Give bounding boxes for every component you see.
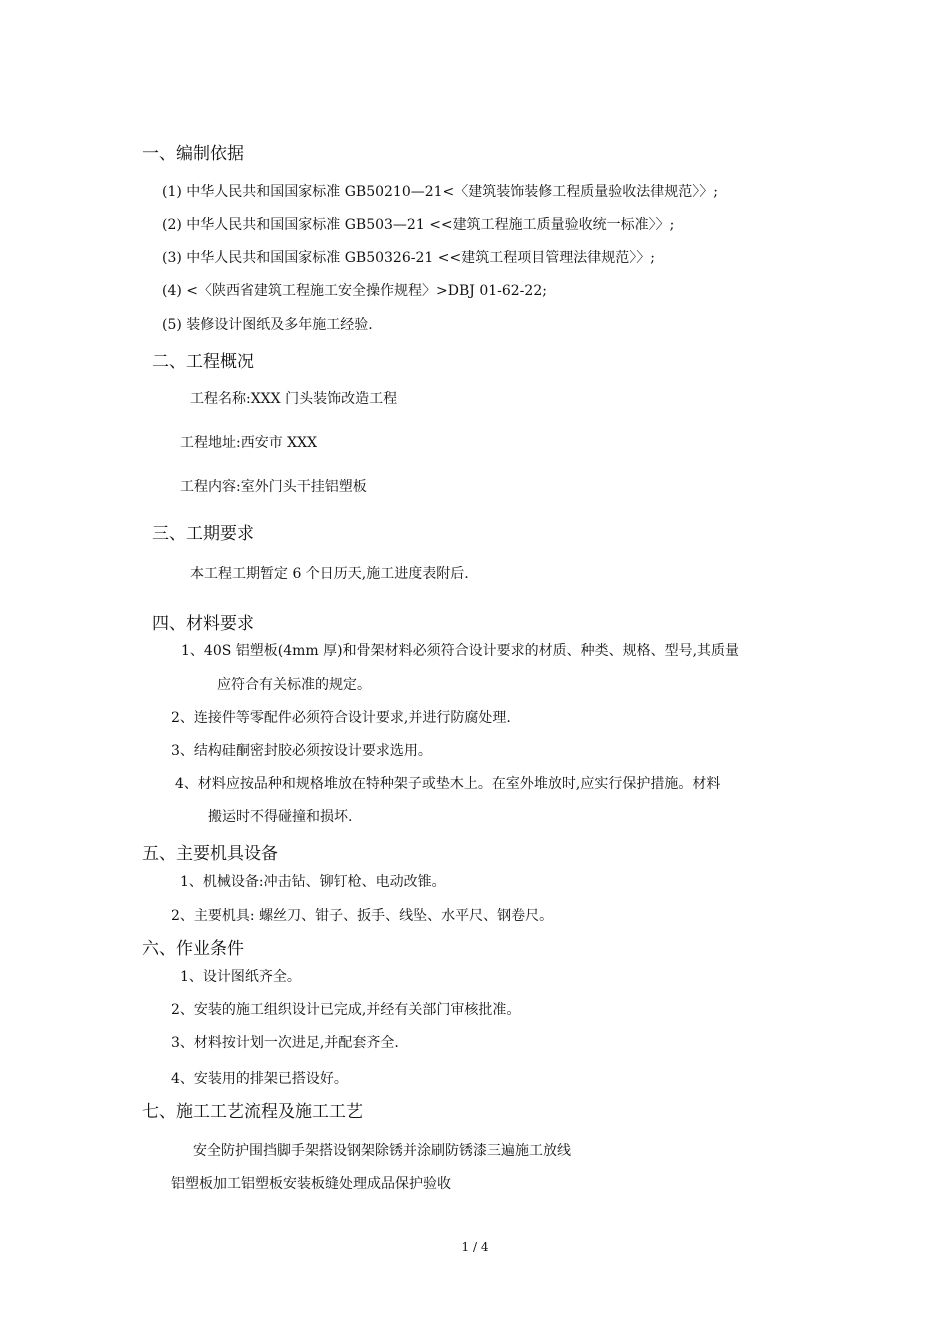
section-heading-equipment: 五、主要机具设备 bbox=[142, 844, 278, 864]
section-heading-schedule: 三、工期要求 bbox=[152, 524, 254, 544]
basis-item-1: (1) 中华人民共和国国家标准 GB50210—21<〈建筑装饰装修工程质量验收法律规范〉〉; bbox=[162, 184, 718, 200]
project-address: 工程地址:西安市 XXX bbox=[180, 435, 318, 451]
schedule-text: 本工程工期暂定 6 个日历天,施工进度表附后. bbox=[190, 566, 469, 582]
materials-item-2: 2、连接件等零配件必须符合设计要求,并进行防腐处理. bbox=[171, 710, 511, 726]
materials-item-1b: 应符合有关标准的规定。 bbox=[217, 677, 371, 693]
materials-item-1a: 1、40S 铝塑板(4mm 厚)和骨架材料必须符合设计要求的材质、种类、规格、型号,其质量 bbox=[181, 643, 740, 659]
materials-item-3: 3、结构硅酮密封胶必须按设计要求选用。 bbox=[171, 743, 432, 759]
equipment-item-2: 2、主要机具: 螺丝刀、钳子、扳手、线坠、水平尺、钢卷尺。 bbox=[171, 908, 554, 924]
basis-item-3: (3) 中华人民共和国国家标准 GB50326-21 <<建筑工程项目管理法律规范〉〉; bbox=[162, 250, 655, 266]
section-heading-materials: 四、材料要求 bbox=[152, 614, 254, 634]
project-content: 工程内容:室外门头干挂铝塑板 bbox=[180, 479, 367, 495]
section-heading-overview: 二、工程概况 bbox=[152, 352, 254, 372]
project-name: 工程名称:XXX 门头装饰改造工程 bbox=[190, 391, 398, 407]
section-heading-process: 七、施工工艺流程及施工工艺 bbox=[142, 1102, 363, 1122]
process-flow-line-1: 安全防护围挡脚手架搭设钢架除锈并涂刷防锈漆三遍施工放线 bbox=[193, 1143, 571, 1159]
basis-item-4: (4) <〈陕西省建筑工程施工安全操作规程〉>DBJ 01-62-22; bbox=[162, 283, 547, 299]
basis-item-2: (2) 中华人民共和国国家标准 GB503—21 <<建筑工程施工质量验收统一标准〉〉; bbox=[162, 217, 675, 233]
process-flow-line-2: 铝塑板加工铝塑板安装板缝处理成品保护验收 bbox=[171, 1176, 451, 1192]
equipment-item-1: 1、机械设备:冲击钻、铆钉枪、电动改锥。 bbox=[180, 874, 446, 890]
section-heading-basis: 一、编制依据 bbox=[142, 144, 244, 164]
section-heading-conditions: 六、作业条件 bbox=[142, 939, 244, 959]
conditions-item-2: 2、安装的施工组织设计已完成,并经有关部门审核批准。 bbox=[171, 1002, 521, 1018]
conditions-item-4: 4、安装用的排架已搭设好。 bbox=[171, 1071, 348, 1087]
materials-item-4b: 搬运时不得碰撞和损坏. bbox=[208, 809, 353, 825]
materials-item-4a: 4、材料应按品种和规格堆放在特种架子或垫木上。在室外堆放时,应实行保护措施。材料 bbox=[175, 776, 721, 792]
conditions-item-1: 1、设计图纸齐全。 bbox=[180, 969, 301, 985]
conditions-item-3: 3、材料按计划一次进足,并配套齐全. bbox=[171, 1035, 399, 1051]
page-number: 1 / 4 bbox=[461, 1240, 489, 1254]
basis-item-5: (5) 装修设计图纸及多年施工经验. bbox=[162, 317, 373, 333]
